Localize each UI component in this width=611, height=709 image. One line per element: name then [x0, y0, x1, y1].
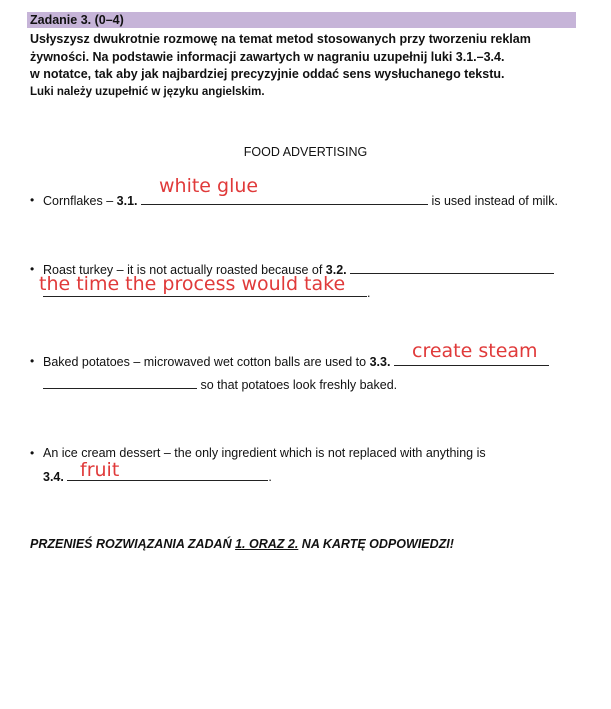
- item-prefix: Baked potatoes – microwaved wet cotton balls are used to: [43, 355, 370, 369]
- item-baked-potatoes-cont: [43, 376, 397, 393]
- instruction-line: w notatce, tak aby jak najbardziej precyzyjnie oddać sens wysłuchanego tekstu.: [30, 67, 505, 81]
- handwritten-answer-3-2: the time the process would take: [39, 273, 346, 295]
- item-suffix: so that potatoes look freshly baked.: [200, 378, 398, 392]
- item-suffix: .: [367, 286, 371, 300]
- section-title: FOOD ADVERTISING: [243, 145, 368, 159]
- handwritten-answer-3-3: create steam: [412, 340, 538, 362]
- gap-label: 3.3.: [369, 355, 391, 369]
- bullet: •: [30, 446, 35, 460]
- footer-text: NA KARTĘ ODPOWIEDZI!: [298, 537, 454, 551]
- bullet: •: [30, 193, 35, 207]
- footer-text: PRZENIEŚ ROZWIĄZANIA ZADAŃ: [30, 537, 236, 551]
- item-suffix: is used instead of milk.: [431, 194, 558, 208]
- instruction-line: Luki należy uzupełnić w języku angielskim.: [30, 85, 265, 98]
- item-prefix: Roast turkey – it is not actually roasted because of: [43, 263, 326, 277]
- footer-note: [30, 537, 454, 551]
- bullet: •: [30, 354, 35, 368]
- task-instructions: [30, 31, 580, 101]
- item-suffix: .: [268, 470, 272, 484]
- footer-task-reference: 1. ORAZ 2.: [235, 537, 299, 551]
- bullet: •: [30, 262, 35, 276]
- gap-label: 3.1.: [116, 194, 138, 208]
- item-prefix: An ice cream dessert – the only ingredient which is not replaced with anything is: [43, 446, 486, 460]
- gap-3-3-field-cont[interactable]: [43, 376, 197, 389]
- gap-3-2-field[interactable]: [350, 261, 554, 274]
- instruction-line: Usłyszysz dwukrotnie rozmowę na temat metod stosowanych przy tworzeniu reklam: [30, 32, 531, 46]
- gap-label: 3.4.: [43, 470, 64, 484]
- item-cornflakes: [43, 192, 558, 209]
- handwritten-answer-3-4: fruit: [80, 459, 120, 481]
- instruction-line: żywności. Na podstawie informacji zawartych w nagraniu uzupełnij luki 3.1.–3.4.: [30, 49, 505, 64]
- item-prefix: Cornflakes –: [43, 194, 117, 208]
- task-title: Zadanie 3. (0–4): [30, 13, 124, 27]
- handwritten-answer-3-1: white glue: [159, 175, 259, 197]
- item-ice-cream-cont: [43, 468, 272, 485]
- gap-label: 3.2.: [325, 263, 347, 277]
